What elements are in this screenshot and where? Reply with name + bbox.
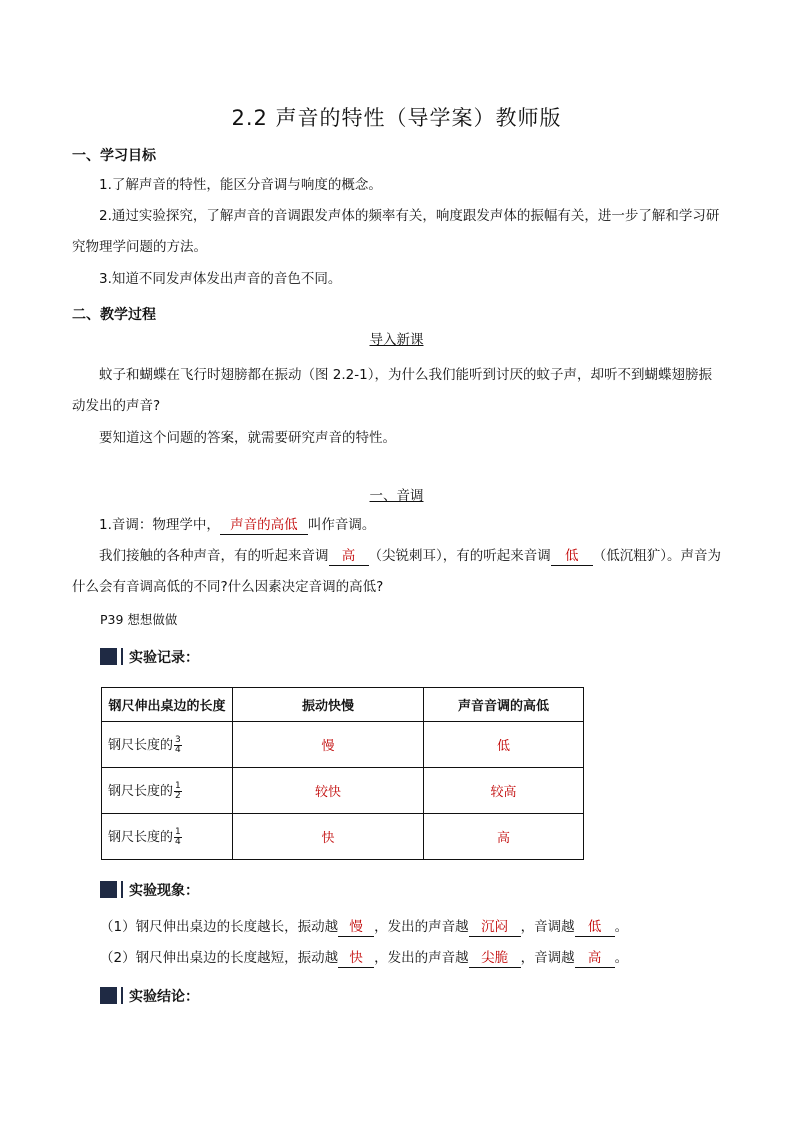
square-marker-icon (100, 648, 117, 665)
pitch-text-a: 我们接触的各种声音，有的听起来音调 (99, 548, 329, 564)
row-pitch: 较高 (424, 768, 584, 814)
goal-item-1: 1.了解声音的特性，能区分音调与响度的概念。 (99, 177, 382, 193)
header-pitch: 声音音调的高低 (424, 688, 584, 722)
row-speed: 慢 (233, 722, 424, 768)
intro-paragraph: 蚊子和蝴蝶在飞行时翅膀都在振动（图 2.2-1），为什么我们能听到讨厌的蚊子声，却听不到蝴蝶翅膀振动发出的声音? (72, 367, 712, 414)
pitch-title: 一、音调 (369, 488, 424, 504)
bar-marker-icon (121, 648, 123, 665)
record-label (100, 647, 199, 667)
fraction-denominator: 4 (175, 837, 181, 847)
phenomenon-label (100, 880, 199, 900)
record-label-text: 实验记录： (129, 650, 199, 666)
line1-text-a: （1）钢尺伸出桌边的长度越长，振动越 (100, 919, 339, 935)
pitch-text-b: （尖锐刺耳），有的听起来音调 (368, 548, 551, 564)
conclusion-label (100, 986, 199, 1006)
goal-item-3: 3.知道不同发声体发出声音的音色不同。 (99, 271, 342, 287)
p39-label: P39 想想做做 (100, 612, 178, 627)
goal-item-2: 2.通过实验探究，了解声音的音调跟发声体的频率有关，响度跟发声体的振幅有关，进一步了解和学习研究物理学问题的方法。 (72, 208, 720, 255)
pitch-definition (72, 510, 722, 541)
fraction-numerator: 1 (175, 827, 181, 837)
length-prefix: 钢尺长度的 (108, 784, 174, 799)
fraction-numerator: 3 (175, 735, 181, 745)
pitch-text-c: （低沉粗犷）。声音为什么会有音调高低的不同?什么因素决定音调的高低? (72, 548, 721, 595)
line1-blank-2: 沉闷 (469, 918, 521, 937)
phenomenon-line-2 (100, 943, 720, 974)
length-prefix: 钢尺长度的 (108, 830, 174, 845)
bar-marker-icon (121, 881, 123, 898)
pitch-paragraph (72, 541, 722, 603)
pitch-blank-low: 低 (551, 547, 593, 566)
line2-text-a: （2）钢尺伸出桌边的长度越短，振动越 (100, 950, 339, 966)
phenomenon-label-text: 实验现象： (129, 883, 199, 899)
row-length (102, 768, 233, 814)
line2-text-b: ，发出的声音越 (374, 950, 469, 966)
header-speed: 振动快慢 (233, 688, 424, 722)
line2-blank-1: 快 (338, 949, 374, 968)
section-heading-process: 二、教学过程 (72, 307, 156, 323)
intro-title: 导入新课 (369, 332, 424, 348)
line1-blank-3: 低 (575, 918, 615, 937)
line1-text-b: ，发出的声音越 (374, 919, 469, 935)
table-row (102, 768, 584, 814)
fraction (174, 828, 182, 847)
pitch-blank-high: 高 (329, 547, 369, 566)
intro-paragraph-2: 要知道这个问题的答案，就需要研究声音的特性。 (99, 430, 396, 446)
definition-post: 叫作音调。 (307, 517, 376, 533)
fraction-denominator: 4 (175, 745, 181, 755)
fraction (174, 782, 182, 801)
bar-marker-icon (121, 987, 123, 1004)
row-length (102, 722, 233, 768)
header-length: 钢尺伸出桌边的长度 (102, 688, 233, 722)
line2-blank-3: 高 (575, 949, 615, 968)
definition-pre: 1.音调：物理学中， (99, 517, 220, 533)
table-row (102, 814, 584, 860)
line2-text-d: 。 (614, 950, 629, 966)
line1-text-d: 。 (614, 919, 629, 935)
fraction-numerator: 1 (175, 781, 181, 791)
row-speed: 较快 (233, 768, 424, 814)
row-pitch: 低 (424, 722, 584, 768)
section-heading-goals: 一、学习目标 (72, 148, 156, 164)
fraction (174, 736, 182, 755)
fraction-denominator: 2 (175, 791, 181, 801)
row-pitch: 高 (424, 814, 584, 860)
table-header-row (102, 688, 584, 722)
row-speed: 快 (233, 814, 424, 860)
table-row (102, 722, 584, 768)
page-title: 2.2 声音的特性（导学案）教师版 (231, 106, 562, 130)
line1-blank-1: 慢 (338, 918, 374, 937)
square-marker-icon (100, 881, 117, 898)
square-marker-icon (100, 987, 117, 1004)
record-table (101, 687, 584, 860)
definition-blank: 声音的高低 (220, 516, 308, 535)
line2-text-c: ，音调越 (520, 950, 575, 966)
conclusion-label-text: 实验结论： (129, 989, 199, 1005)
line1-text-c: ，音调越 (520, 919, 575, 935)
row-length (102, 814, 233, 860)
length-prefix: 钢尺长度的 (108, 738, 174, 753)
phenomenon-line-1 (100, 912, 720, 943)
line2-blank-2: 尖脆 (469, 949, 521, 968)
